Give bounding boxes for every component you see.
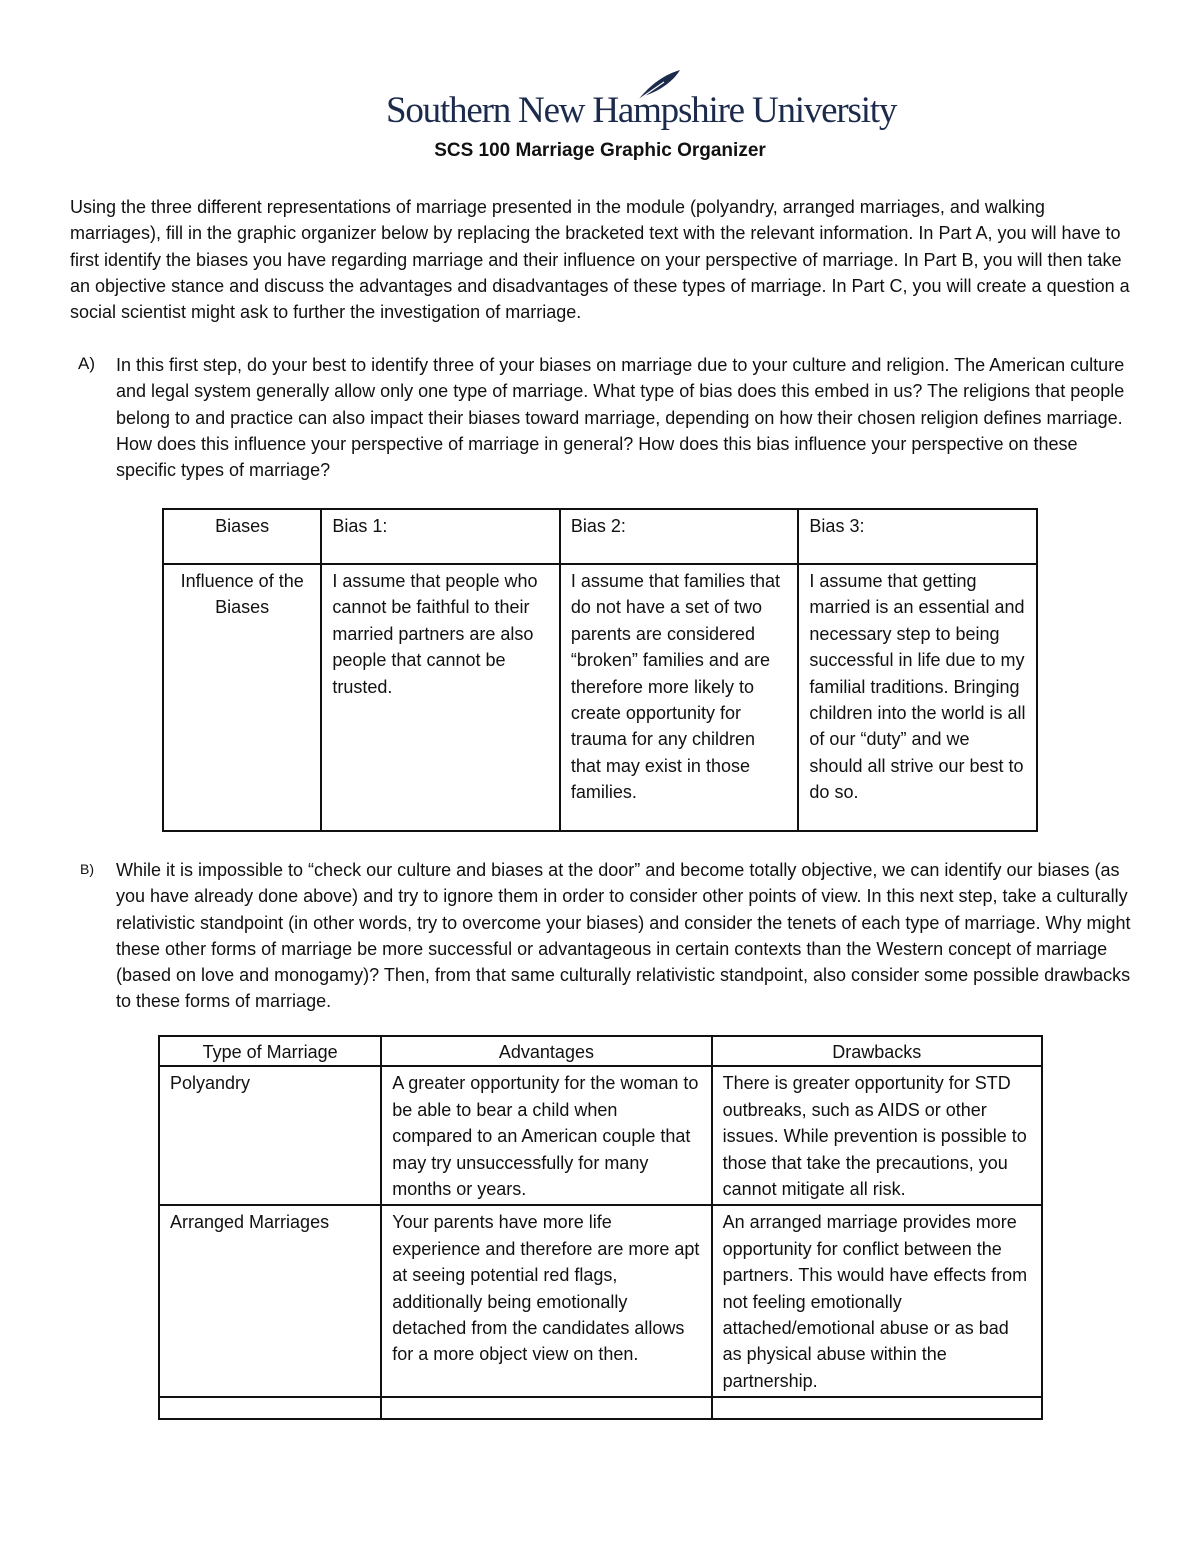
table-row [159, 1397, 1042, 1419]
drawbacks-cell: There is greater opportunity for STD outbreaks, such as AIDS or other issues. While prevention is possible to those that take the precautions, you cannot mitigate all risk. [712, 1066, 1042, 1205]
marriage-type-cell [159, 1397, 381, 1419]
bias-influence-row [163, 564, 1037, 831]
bias-header-2: Bias 2: [560, 509, 799, 564]
advantages-cell: Your parents have more life experience and therefore are more apt at seeing potential red flags, additionally being emotionally detached from the candidates allows for a more object view on then. [381, 1205, 711, 1397]
bias-header-biases: Biases [163, 509, 321, 564]
bias-2-cell: I assume that families that do not have a set of two parents are considered “broken” families and are therefore more likely to create opportunity for trauma for any children that may exist in those families. [560, 564, 799, 831]
marriage-type-cell: Polyandry [159, 1066, 381, 1205]
marriage-types-table [158, 1035, 1043, 1420]
marriage-table-header-row [159, 1036, 1042, 1066]
drawbacks-cell [712, 1397, 1042, 1419]
university-logo [386, 68, 897, 136]
advantages-cell [381, 1397, 711, 1419]
bias-table-header-row [163, 509, 1037, 564]
table-row [159, 1066, 1042, 1205]
header-advantages: Advantages [381, 1036, 711, 1066]
drawbacks-cell: An arranged marriage provides more opportunity for conflict between the partners. This would have effects from not feeling emotionally attached/emotional abuse or as bad as physical abuse within the partnership. [712, 1205, 1042, 1397]
bias-header-1: Bias 1: [321, 509, 560, 564]
part-b-instructions: While it is impossible to “check our culture and biases at the door” and become totally objective, we can identify our biases (as you have already done above) and try to ignore them in order to consider other points of view. In this next step, take a culturally relativistic standpoint (in other words, try to overcome your biases) and consider the tenets of each type of marriage. Why might these other forms of marriage be more successful or advantageous in certain contexts than the Western concept of marriage (based on love and monogamy)? Then, from that same culturally relativistic standpoint, also consider some possible drawbacks to these forms of marriage. [116, 860, 1131, 1012]
part-a-instructions: In this first step, do your best to identify three of your biases on marriage due to your culture and religion. The American culture and legal system generally allow only one type of marriage. What type of bias does this embed in us? The religions that people belong to and practice can also impact their biases toward marriage, depending on how their chosen religion defines marriage. How does this influence your perspective of marriage in general? How does this bias influence your perspective on these specific types of marriage? [116, 355, 1125, 481]
header-type-of-marriage: Type of Marriage [159, 1036, 381, 1066]
bias-3-cell: I assume that getting married is an essential and necessary step to being successful in life due to my familial traditions. Bringing children into the world is all of our “duty” and we should all strive our best to do so. [798, 564, 1037, 831]
logo-wordmark: Southern New Hampshire University [386, 90, 897, 131]
influence-row-label: Influence of the Biases [163, 564, 321, 831]
intro-paragraph: Using the three different representations of marriage presented in the module (polyandry, arranged marriages, and walking marriages), fill in the graphic organizer below by replacing the bracketed text with the relevant information. In Part A, you will have to first identify the biases you have regarding marriage and their influence on your perspective of marriage. In Part B, you will then take an objective stance and discuss the advantages and disadvantages of these types of marriage. In Part C, you will create a question a social scientist might ask to further the investigation of marriage. [70, 197, 1130, 323]
bias-1-cell: I assume that people who cannot be faithful to their married partners are also people that cannot be trusted. [321, 564, 560, 831]
marriage-type-cell: Arranged Marriages [159, 1205, 381, 1397]
bias-table [162, 508, 1038, 832]
header-drawbacks: Drawbacks [712, 1036, 1042, 1066]
table-row [159, 1205, 1042, 1397]
advantages-cell: A greater opportunity for the woman to be able to bear a child when compared to an American couple that may try unsuccessfully for many months or years. [381, 1066, 711, 1205]
bias-header-3: Bias 3: [798, 509, 1037, 564]
part-b-marker: B) [80, 861, 94, 877]
document-title: SCS 100 Marriage Graphic Organizer [434, 140, 766, 161]
part-a-marker: A) [78, 354, 95, 373]
